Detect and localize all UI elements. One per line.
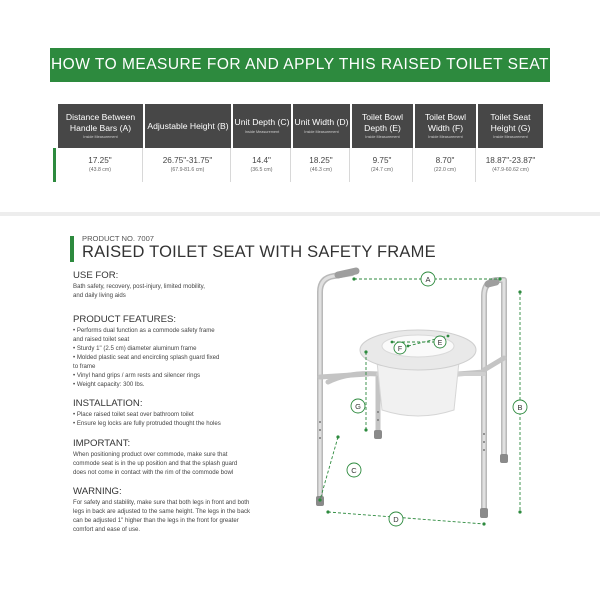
header-sub: Inside Measurement: [304, 129, 339, 134]
section-line: • Molded plastic seat and encircling splash guard fixed: [73, 354, 220, 361]
header-bowl-depth: [352, 104, 413, 148]
header-sub: Inside Measurement: [493, 135, 528, 139]
page-banner: [50, 48, 550, 82]
header-title: Toilet Seat Height (G): [490, 112, 531, 133]
section-line: comfort and ease of use.: [73, 526, 141, 533]
value-adjustable-height: [145, 148, 231, 182]
section-heading: PRODUCT FEATURES:: [73, 314, 177, 325]
section-installation: [73, 398, 221, 428]
section-line: • Vinyl hand grips / arm rests and silencer rings: [73, 372, 200, 379]
header-sub: Inside Measurement: [244, 129, 280, 134]
section-important: [73, 438, 237, 477]
header-title: Adjustable Height (B): [147, 120, 229, 131]
section-line: does not come in contact with the rim of the commode bowl: [73, 469, 234, 476]
table-header-row: [58, 104, 543, 148]
value-bowl-width: [415, 148, 476, 182]
value-metric: (36.5 cm): [250, 167, 273, 173]
value-unit-width: [293, 148, 350, 182]
header-bowl-width: [415, 104, 476, 148]
right-hand-grip: [488, 282, 496, 284]
row-accent-bar: [53, 148, 56, 182]
section-heading: WARNING:: [73, 486, 122, 497]
value-bowl-depth: [352, 148, 413, 182]
value-metric: (22.0 cm): [434, 167, 456, 173]
value-main: 26.75"-31.75": [162, 156, 213, 165]
section-line: commode seat is in the up position and that the splash guard: [73, 460, 238, 467]
section-warning: [73, 486, 250, 534]
value-main: 18.87"-23.87": [485, 156, 536, 165]
section-line: • Performs dual function as a commode safety frame: [73, 327, 215, 334]
value-main: 17.25": [88, 156, 112, 165]
leg-adjustment-holes: [319, 411, 485, 451]
section-line: and daily living aids: [73, 292, 126, 299]
section-heading: INSTALLATION:: [73, 398, 143, 409]
product-title: RAISED TOILET SEAT WITH SAFETY FRAME: [82, 243, 436, 261]
value-unit-depth: [233, 148, 291, 182]
header-title: Toilet Bowl Depth (E): [361, 112, 404, 133]
marker-a: [421, 272, 435, 286]
banner-title: HOW TO MEASURE FOR AND APPLY THIS RAISED TOILET SEAT: [50, 56, 550, 73]
value-seat-height: [478, 148, 543, 182]
value-main: 8.70": [435, 156, 455, 165]
marker-e-label: E: [437, 340, 443, 347]
marker-g-label: G: [355, 402, 361, 411]
header-sub: Inside Measurement: [428, 135, 463, 139]
header-sub: Inside Measurement: [83, 135, 118, 139]
value-handle-distance: [58, 148, 143, 182]
section-use-for: [73, 270, 205, 300]
product-diagram: [308, 262, 548, 542]
product-number: PRODUCT NO. 7007: [82, 234, 155, 243]
section-line: When positioning product over commode, make sure that: [73, 451, 228, 458]
marker-c: [347, 463, 361, 477]
section-line: and raised toilet seat: [73, 336, 130, 343]
marker-e: [434, 336, 446, 348]
section-features: [73, 314, 219, 389]
value-metric: (24.7 cm): [371, 167, 393, 173]
header-seat-height: [478, 104, 543, 148]
measurement-table: [58, 104, 543, 182]
section-line: For safety and stability, make sure that both legs in front and both: [73, 499, 250, 506]
section-line: Bath safety, recovery, post-injury, limited mobility,: [73, 283, 205, 290]
section-line: • Sturdy 1" (2.5 cm) diameter aluminum frame: [73, 345, 197, 352]
value-main: 9.75": [372, 156, 392, 165]
marker-d-label: D: [393, 515, 399, 524]
marker-a-label: A: [425, 275, 431, 284]
section-line: to frame: [73, 363, 96, 370]
value-metric: (43.8 cm): [89, 167, 111, 173]
section-line: can be adjusted 1" higher than the legs in the front for greater: [73, 517, 239, 524]
section-line: • Place raised toilet seat over bathroom toilet: [73, 411, 194, 418]
header-handle-distance: [58, 104, 143, 148]
value-main: 18.25": [309, 156, 333, 165]
header-unit-depth: [233, 104, 291, 148]
section-line: • Ensure leg locks are fully protruded thought the holes: [73, 420, 221, 427]
header-title: Unit Depth (C): [234, 117, 290, 128]
section-heading: IMPORTANT:: [73, 438, 131, 449]
section-divider: [0, 212, 600, 216]
marker-c-label: C: [351, 466, 357, 475]
marker-f: [394, 342, 406, 354]
section-line: • Weight capacity: 300 lbs.: [73, 381, 145, 388]
marker-f-label: F: [397, 346, 403, 353]
header-title: Distance Between Handle Bars (A): [65, 112, 136, 133]
value-main: 14.4": [252, 156, 271, 165]
header-title: Toilet Bowl Width (F): [424, 112, 467, 133]
header-sub: Inside Measurement: [365, 135, 400, 139]
section-line: legs in back are adjusted to the same height. The legs in the back: [73, 508, 251, 515]
header-unit-width: [293, 104, 350, 148]
title-accent-bar: [70, 236, 74, 262]
marker-d: [389, 512, 403, 526]
header-adjustable-height: [145, 104, 231, 148]
value-metric: (67.9-81.6 cm): [170, 167, 205, 173]
leg-tips: [316, 430, 508, 518]
section-heading: USE FOR:: [73, 270, 119, 281]
value-metric: (46.3 cm): [310, 167, 332, 173]
marker-g: [351, 399, 365, 413]
marker-b-label: B: [517, 403, 523, 412]
left-hand-grip: [338, 271, 356, 275]
table-value-row: [58, 148, 543, 182]
value-metric: (47.9-60.62 cm): [492, 167, 529, 173]
header-title: Unit Width (D): [294, 117, 349, 128]
marker-b: [513, 400, 527, 414]
